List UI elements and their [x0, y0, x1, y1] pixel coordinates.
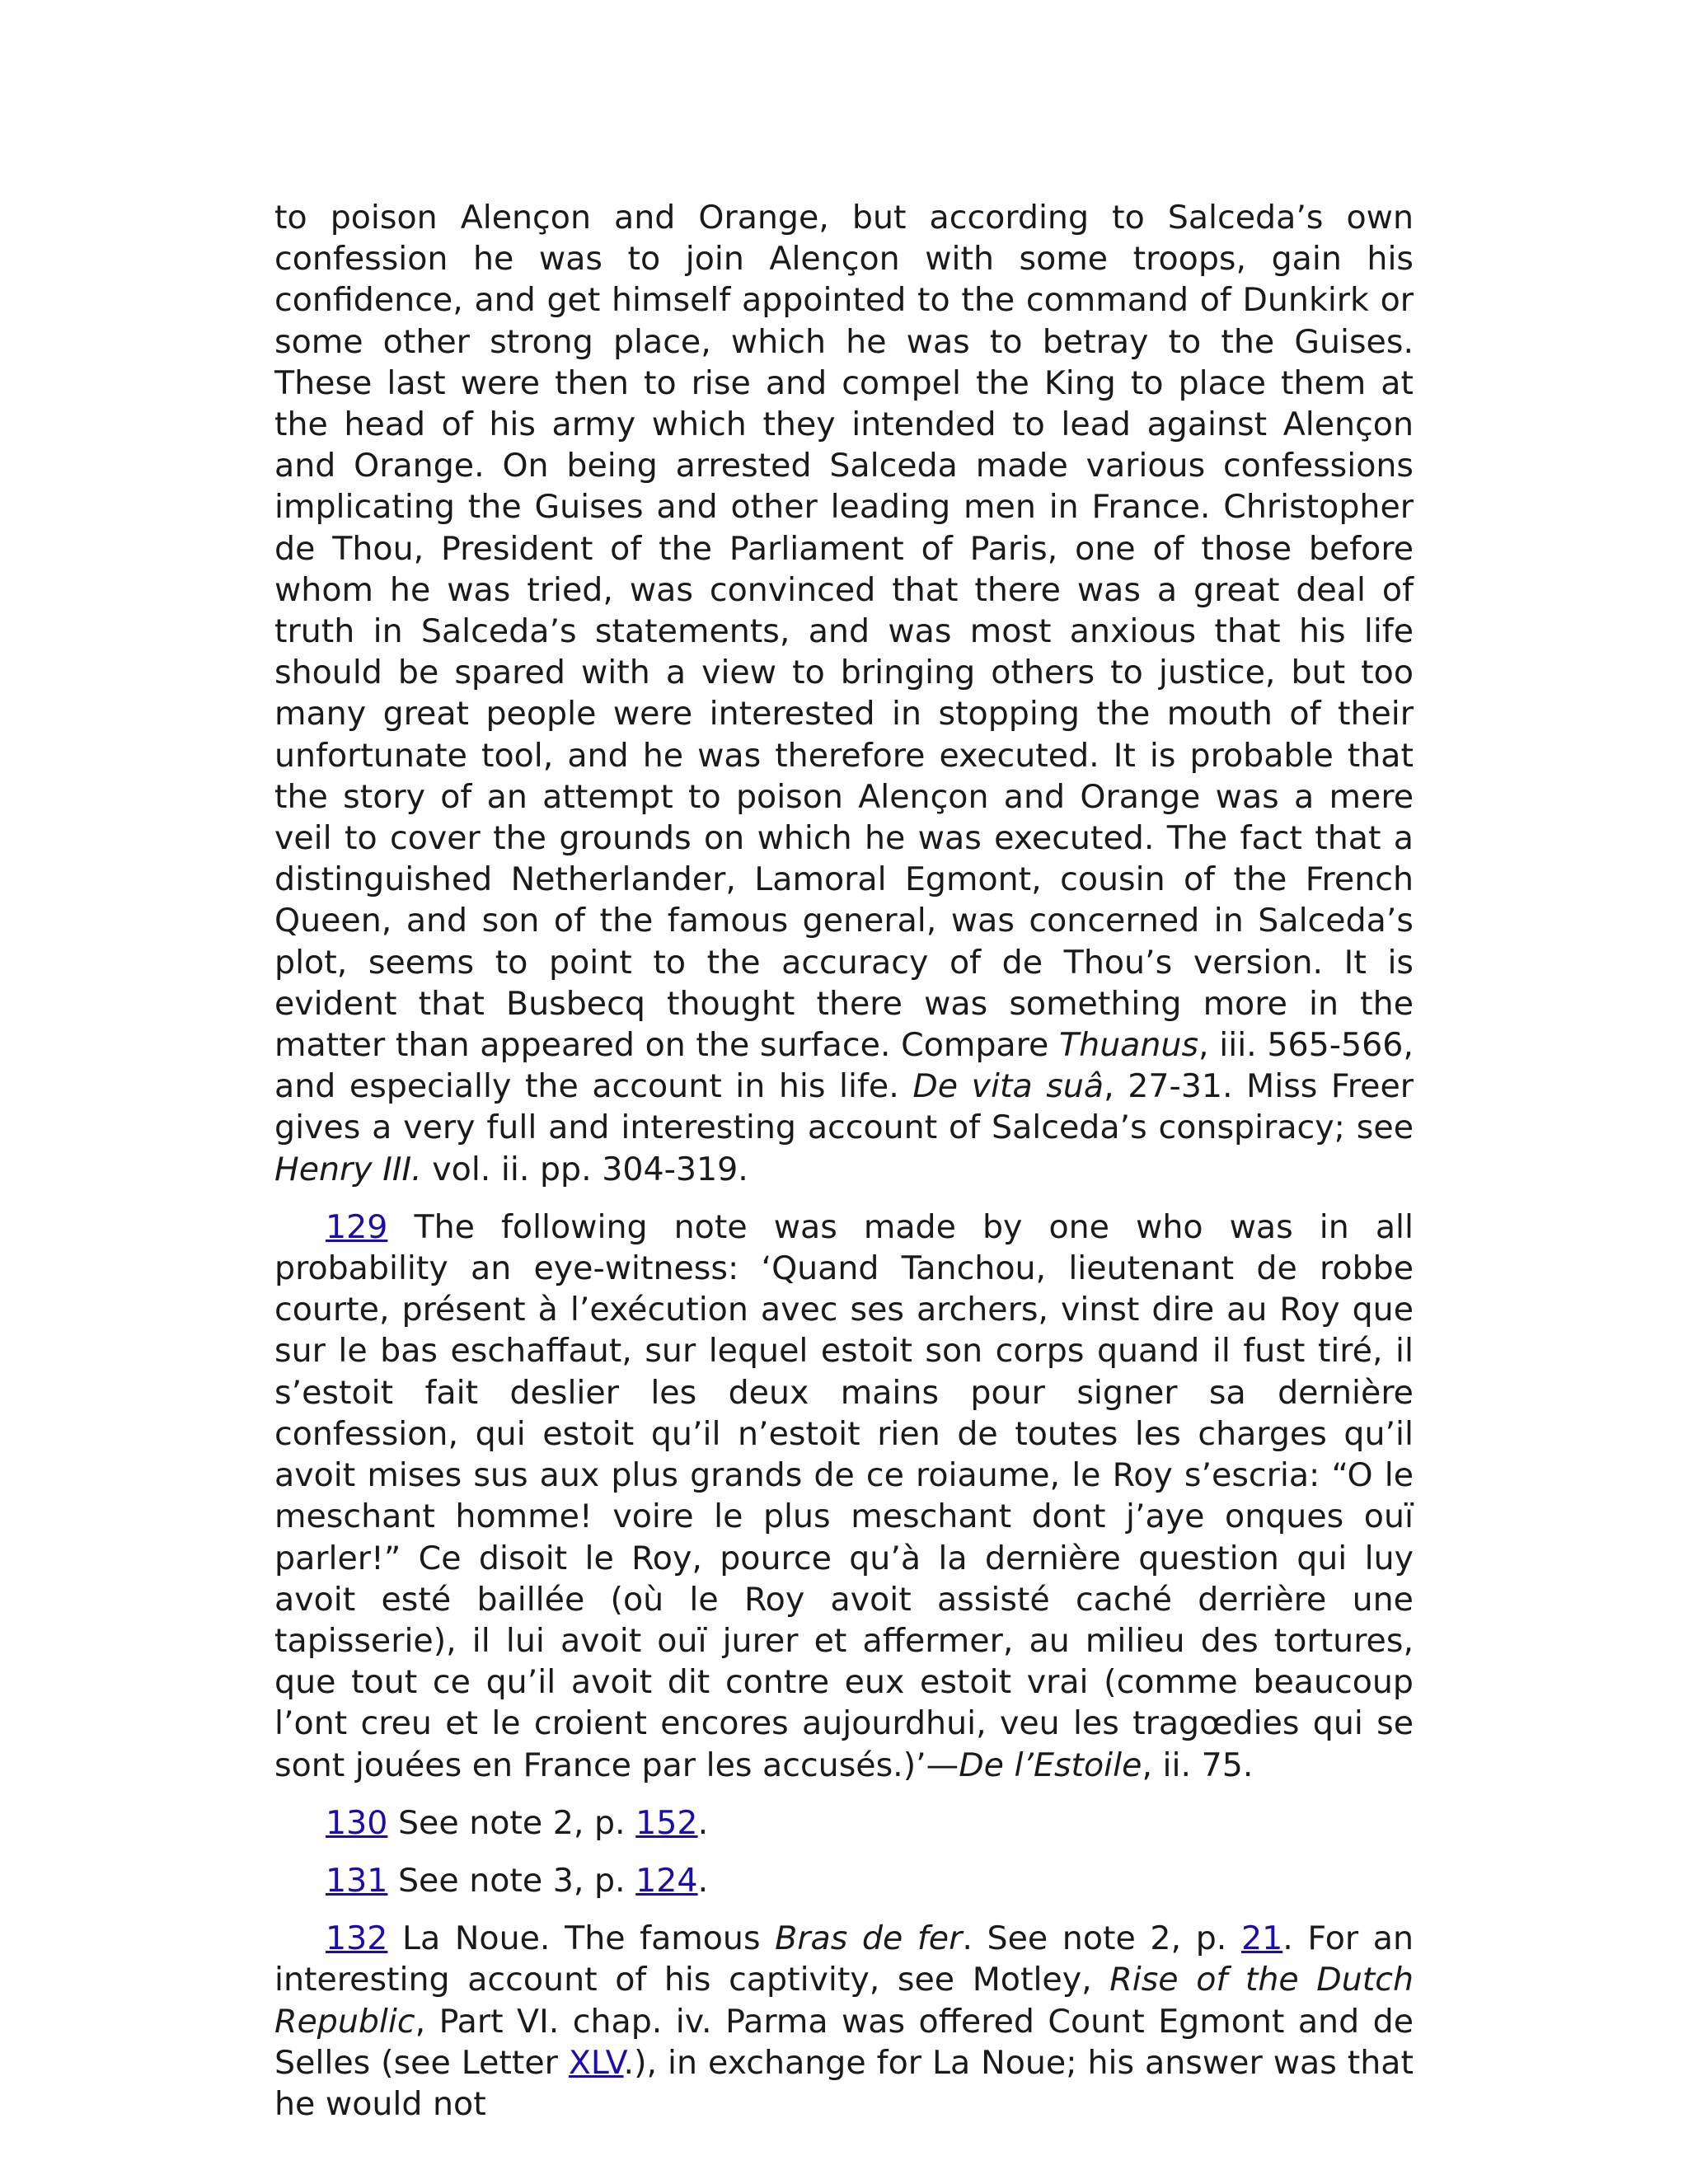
italic-title-henry-iii: Henry III.: [274, 1150, 422, 1188]
note-130: [274, 1802, 1414, 1844]
note-131: [274, 1860, 1414, 1901]
text-run: , ii. 75.: [1142, 1746, 1254, 1784]
note-131-number-link[interactable]: 131: [326, 1861, 388, 1900]
page-21-link[interactable]: 21: [1240, 1919, 1283, 1958]
note-129-number-link[interactable]: 129: [326, 1207, 388, 1246]
text-run: , iii. 565-566, and especially the account in his life.: [274, 1026, 1414, 1106]
text-run: The following note was made by one who was in all probability an eye-witness: ‘Quand Tanchou, lieutenant de robbe courte, présent à l’exécution avec ses archers, vinst dire au Roy que sur le bas eschaffaut, sur lequel estoit son corps quand il fust tiré, il s’estoit fait deslier les deux mains pour signer sa dernière confession, qui estoit qu’il n’estoit rien de toutes les charges qu’il avoit mises sus aux plus grands de ce roiaume, le Roy s’escria: “O le meschant homme! voire le plus meschant dont j’aye onques ouï parler!” Ce disoit le Roy, pource qu’à la dernière question qui luy avoit esté baillée (où le Roy avoit assisté caché derrière une tapisserie), il lui avoit ouï jurer et affermer, au milieu des tortures, que tout ce qu’il avoit dit contre eux estoit vrai (comme beaucoup l’ont creu et le croient encores aujourdhui, veu les tragœdies qui se sont jouées en France par les accusés.)’—: [274, 1207, 1414, 1784]
italic-title-rise-of-dutch-republic: Rise of the Dutch Republic: [274, 1961, 1414, 2041]
italic-bras-de-fer: Bras de fer: [775, 1919, 963, 1958]
italic-title-de-lestoile: De l’Estoile: [959, 1746, 1142, 1784]
text-run: See note 2, p.: [387, 1803, 636, 1842]
text-run: .: [697, 1861, 709, 1900]
note-128-continuation: [274, 197, 1414, 1190]
text-run: , 27-31. Miss Freer gives a very full and interesting account of Salceda’s conspiracy; see: [274, 1067, 1414, 1147]
note-132: [274, 1918, 1414, 2125]
italic-title-thuanus: Thuanus: [1058, 1026, 1199, 1065]
note-132-number-link[interactable]: 132: [326, 1919, 388, 1958]
page-152-link[interactable]: 152: [635, 1803, 698, 1842]
text-run: , Part VI. chap. iv. Parma was offered Count Egmont and de Selles (see Letter: [274, 2002, 1414, 2082]
text-run: .), in exchange for La Noue; his answer was that he would not: [274, 2043, 1414, 2123]
note-130-number-link[interactable]: 130: [326, 1803, 388, 1842]
text-run: . For an interesting account of his captivity, see Motley,: [274, 1919, 1414, 1999]
note-129: [274, 1207, 1414, 1786]
text-run: vol. ii. pp. 304-319.: [421, 1150, 748, 1188]
italic-title-de-vita-sua: De vita suâ: [912, 1067, 1104, 1106]
page-124-link[interactable]: 124: [635, 1861, 698, 1900]
text-run: See note 3, p.: [387, 1861, 636, 1900]
text-run: .: [697, 1803, 709, 1842]
letter-xlv-link[interactable]: XLV: [568, 2043, 624, 2082]
text-run: to poison Alençon and Orange, but according to Salceda’s own confession he was to join Alençon with some troops, gain his confidence, and get himself appointed to the command of Dunkirk or some other strong place, which he was to betray to the Guises. These last were then to rise and compel the King to place them at the head of his army which they intended to lead against Alençon and Orange. On being arrested Salceda made various confessions implicating the Guises and other leading men in France. Christopher de Thou, President of the Parliament of Paris, one of those before whom he was tried, was convinced that there was a great deal of truth in Salceda’s statements, and was most anxious that his life should be spared with a view to bringing others to justice, but too many great people were interested in stopping the mouth of their unfortunate tool, and he was therefore executed. It is probable that the story of an attempt to poison Alençon and Orange was a mere veil to cover the grounds on which he was executed. The fact that a distinguished Netherlander, Lamoral Egmont, cousin of the French Queen, and son of the famous general, was concerned in Salceda’s plot, seems to point to the accuracy of de Thou’s version. It is evident that Busbecq thought there was something more in the matter than appeared on the surface. Compare: [274, 199, 1414, 1065]
document-page: [274, 197, 1414, 2125]
text-run: . See note 2, p.: [962, 1919, 1241, 1958]
text-run: La Noue. The famous: [387, 1919, 776, 1958]
